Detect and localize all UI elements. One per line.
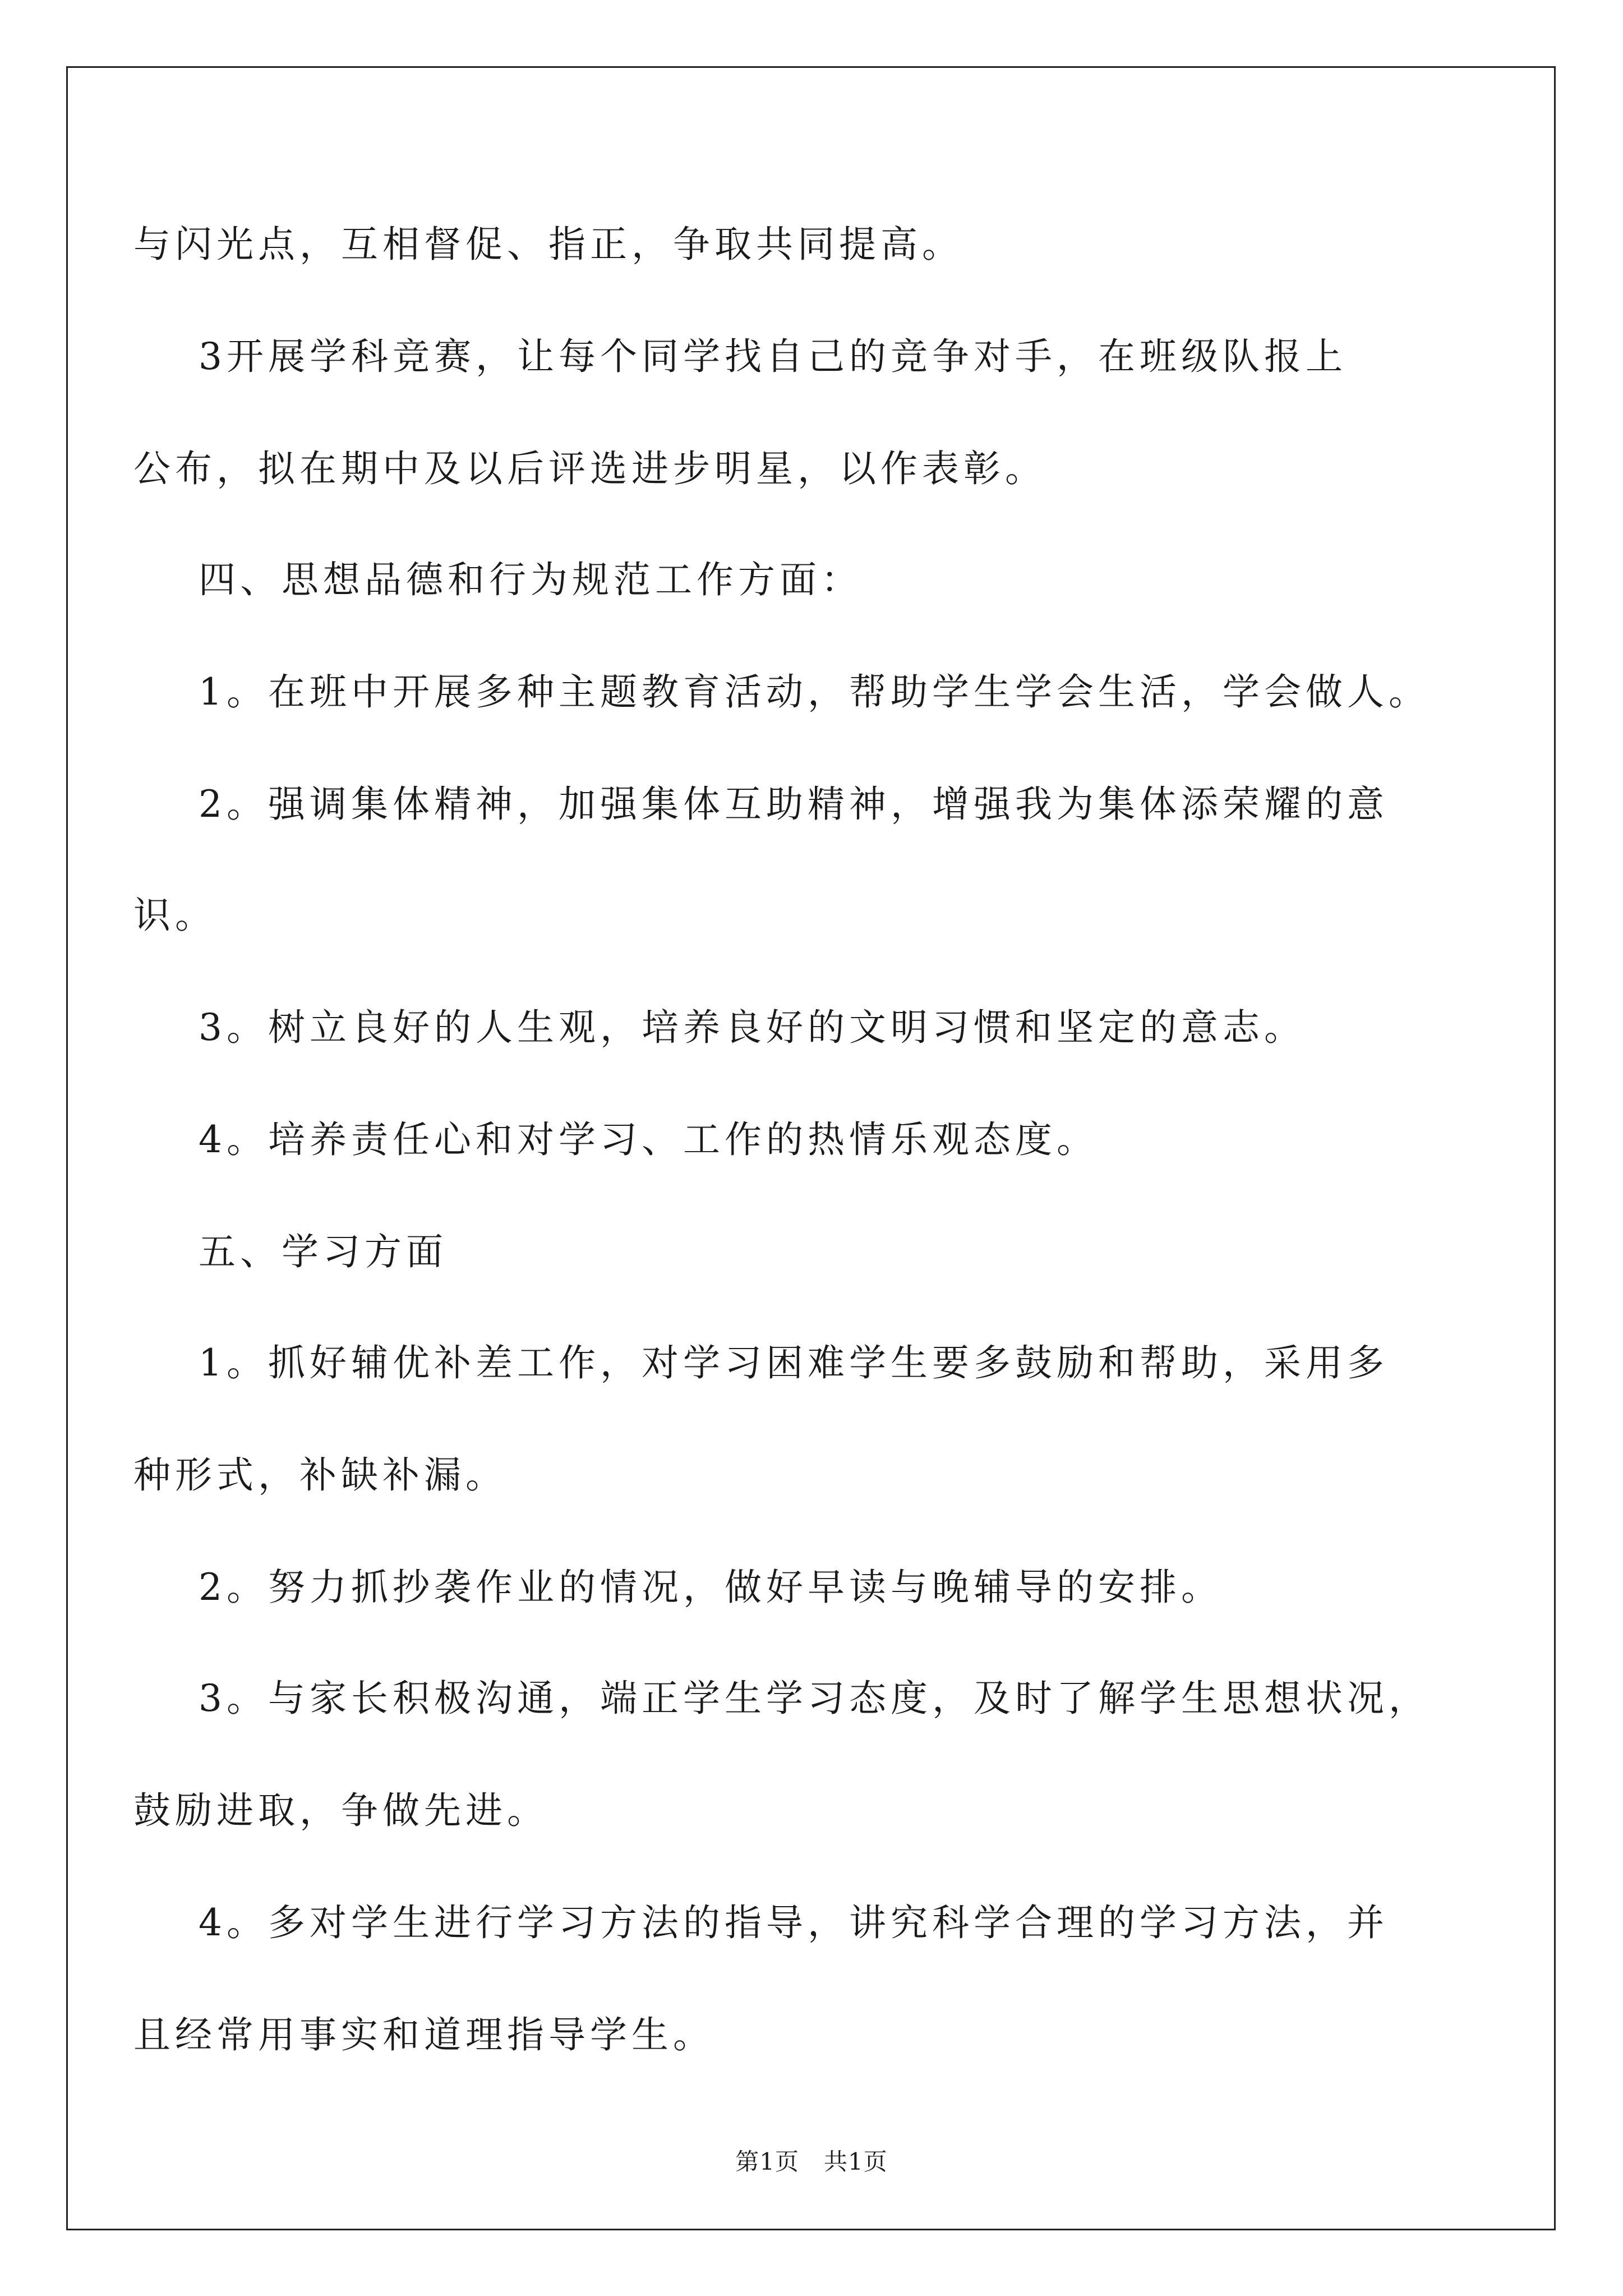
text-line: 3。树立良好的人生观，培养良好的文明习惯和坚定的意志。: [199, 1006, 1306, 1049]
text-line: 鼓励进取，争做先进。: [133, 1789, 548, 1832]
text-line: 2。努力抓抄袭作业的情况，做好早读与晚辅导的安排。: [199, 1566, 1223, 1609]
page-number: 第1页: [735, 2148, 799, 2175]
text-line: 3开展学科竞赛，让每个同学找自己的竞争对手，在班级队报上: [199, 335, 1347, 378]
text-line: 且经常用事实和道理指导学生。: [133, 2013, 714, 2056]
page-footer: [0, 2147, 1623, 2177]
text-line: 3。与家长积极沟通，端正学生学习态度，及时了解学生思想状况，: [199, 1677, 1430, 1720]
page-total: 共1页: [824, 2148, 888, 2175]
text-line: 2。强调集体精神，加强集体互助精神，增强我为集体添荣耀的意: [199, 783, 1389, 826]
text-line: 与闪光点，互相督促、指正，争取共同提高。: [133, 223, 963, 266]
text-line: 公布，拟在期中及以后评选进步明星，以作表彰。: [133, 447, 1046, 490]
text-line: 种形式，补缺补漏。: [133, 1453, 507, 1497]
section-heading: 四、思想品德和行为规范工作方面：: [199, 558, 863, 601]
text-line: 4。培养责任心和对学习、工作的热情乐观态度。: [199, 1118, 1098, 1161]
text-line: 识。: [133, 894, 216, 937]
text-line: 4。多对学生进行学习方法的指导，讲究科学合理的学习方法，并: [199, 1901, 1389, 1944]
text-line: 1。抓好辅优补差工作，对学习困难学生要多鼓励和帮助，采用多: [199, 1341, 1389, 1384]
text-line: 1。在班中开展多种主题教育活动，帮助学生学会生活，学会做人。: [199, 670, 1430, 714]
section-heading: 五、学习方面: [199, 1230, 448, 1273]
